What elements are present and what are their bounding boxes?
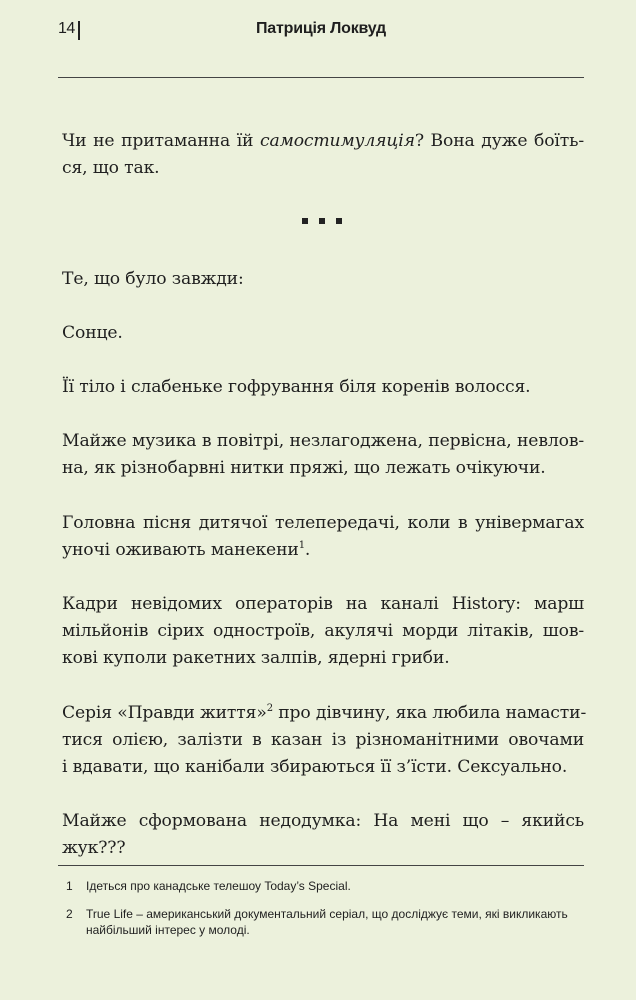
- text-line: ся, що так.: [62, 158, 160, 178]
- text-line: мільйонів сірих одностроїв, акулячі морди літаків, шов-: [62, 621, 584, 641]
- paragraph: [62, 266, 584, 293]
- footnote-line: найбільший інтерес у молоді.: [86, 923, 250, 937]
- paragraph: [62, 700, 587, 781]
- text-line: Серія «Правди життя»$^2$ про дівчину, яка любила намасти-: [62, 703, 587, 723]
- text-line: Майже сформована недодумка: На мені що – якийсь: [62, 811, 584, 831]
- section-break-dots: [302, 218, 342, 226]
- footnote-text: Ідеться про канадське телешоу Today’s Special.: [86, 879, 351, 893]
- text-line: Кадри невідомих операторів на каналі History: марш: [62, 594, 584, 614]
- dot: [319, 218, 325, 224]
- page-header: [58, 20, 584, 46]
- paragraph: [62, 428, 584, 482]
- text-line: Чи не притаманна їй самостимуляція? Вона дуже боїть-: [62, 131, 584, 151]
- text-line: Сонце.: [62, 323, 123, 343]
- dot: [336, 218, 342, 224]
- footnote-text: [86, 906, 584, 938]
- footnote-ref: 1: [298, 540, 305, 551]
- paragraph: [62, 128, 584, 182]
- footnote-number: 2: [66, 907, 73, 921]
- text-line: і вдавати, що канібали збираються її з’їсти. Сексуально.: [62, 757, 568, 777]
- paragraph: [62, 591, 584, 672]
- text-line: Майже музика в повітрі, незлагоджена, первісна, невлов-: [62, 431, 584, 451]
- paragraph: [62, 808, 584, 862]
- paragraph: [62, 510, 584, 564]
- page-number: 14: [58, 20, 75, 37]
- text-line: на, як різнобарвні нитки пряжі, що лежать очікуючи.: [62, 458, 546, 478]
- text-line: Її тіло і слабеньке гофрування біля коренів волосся.: [62, 377, 531, 397]
- text-line: Те, що було завжди:: [62, 269, 244, 289]
- footnote-number: 1: [66, 879, 73, 893]
- text-line: уночі оживають манекени$^1$.: [62, 540, 311, 560]
- paragraph: [62, 374, 584, 401]
- footnote-ref: 2: [266, 703, 273, 714]
- running-title: Патриція Локвуд: [255, 20, 386, 37]
- text-line: кові куполи ракетних залпів, ядерні гриби.: [62, 648, 450, 668]
- text-line: Головна пісня дитячої телепередачі, коли в універмагах: [62, 513, 584, 533]
- header-rule: [58, 77, 584, 78]
- footnote-rule: [58, 865, 584, 866]
- dot: [302, 218, 308, 224]
- paragraph: [62, 320, 584, 347]
- text-line: жук???: [62, 838, 126, 858]
- text-line: тися олією, залізти в казан із різноманітними овочами: [62, 730, 584, 750]
- italic-word: самостимуляція: [260, 131, 415, 151]
- footnote-line: True Life – американський документальний серіал, що досліджує теми, які викликають: [86, 907, 568, 921]
